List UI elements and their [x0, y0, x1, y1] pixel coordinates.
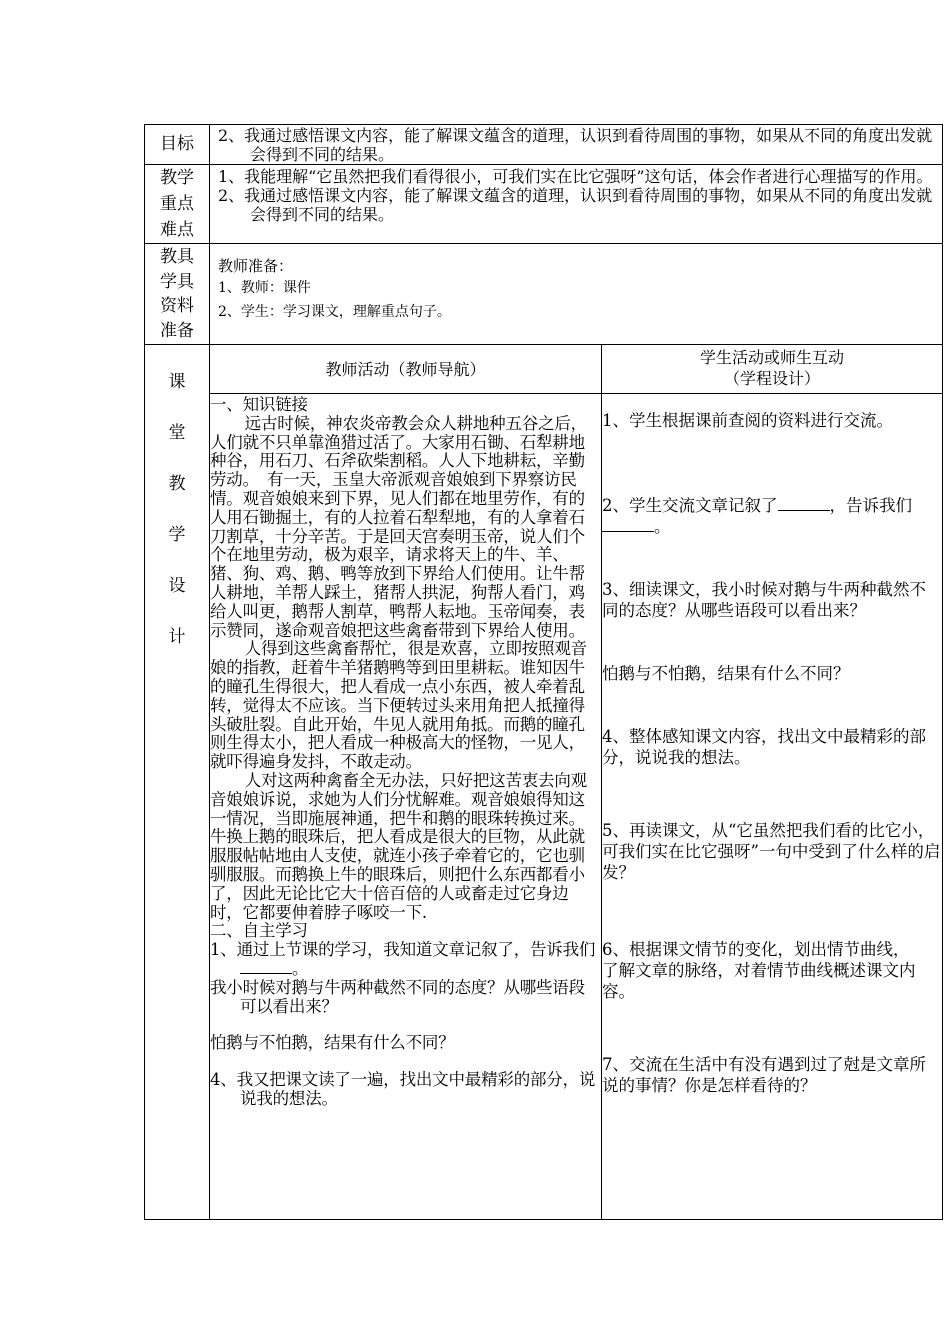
student-item: 1、学生根据课前查阅的资料进行交流。: [602, 411, 893, 430]
materials-title: 教师准备：: [218, 257, 294, 275]
question: 4、我又把课文读了一遍，找出文中最精彩的部分，说说我的想法。: [210, 1070, 596, 1108]
student-item: 2、学生交流文章记叙了 ，告诉我们。: [602, 496, 912, 536]
story-paragraph: 远古时候，神农炎帝教会众人耕地种五谷之后，人们就不只单靠渔猎过活了。大家用石锄、石犁耕地种谷，用石刀、石斧砍柴割稻。人人下地耕耘，辛勤劳动。 有一天，玉皇大帝派观音娘娘到下界察访民情。观音娘娘来到下界，见人们都在地里劳作，有的人用石锄掘土，有的人拉着石犁犁地，有的人拿着石刀割草，十分辛苦。于是回天宫奏明玉帝，说人们个个在地里劳动，极为艰辛，请求将天上的牛、羊、猪、狗、鸡、鹅、鸭等放到下界给人们使用。让牛帮人耕地，羊帮人踩土，猪帮人拱泥，狗帮人看门，鸡给人叫更，鹅帮人割草，鸭帮人耘地。玉帝闻奏，表示赞同，遂命观音娘把这些禽畜带到下界给人使用。: [210, 413, 587, 640]
answer-blank[interactable]: [240, 973, 292, 974]
student-item: 3、细读课文，我小时候对鹅与牛两种截然不同的态度？从哪些语段可以看出来？: [602, 580, 926, 620]
teacher-activity: [210, 394, 602, 1220]
answer-blank[interactable]: [602, 531, 654, 532]
student-activity-header: 学生活动或师生互动 （学程设计）: [602, 345, 943, 394]
objective-row: [145, 125, 943, 165]
objective-label: 目标: [145, 125, 210, 165]
objective-item: 2、我通过感悟课文内容，能了解课文蕴含的道理，认识到看待周围的事物，如果从不同的角度出发就会得到不同的结果。: [218, 126, 933, 164]
answer-blank[interactable]: [778, 510, 830, 511]
materials-item: 2、学生：学习课文，理解重点句子。: [218, 304, 451, 320]
materials-content: [210, 244, 943, 345]
materials-label: 教具 学具 资料 准备: [145, 244, 210, 345]
student-activity: [602, 394, 943, 1220]
student-item: 7、交流在生活中有没有遇到过了尅是文章所说的事情？你是怎样看待的？: [602, 1055, 926, 1095]
teacher-activity-header: 教师活动（教师导航）: [210, 345, 602, 394]
section-title: 二、自主学习: [210, 921, 308, 941]
story-paragraph: 人对这两种禽畜全无办法，只好把这苦衷去向观音娘娘诉说，求她为人们分忧解难。观音娘娘得知这一情况，当即施展神通，把牛和鹅的眼珠转换过来。牛换上鹅的眼珠后，把人看成是很大的巨物，从此就服服帖帖地由人支使，就连小孩子牵着它的，它也驯驯服服。而鹅换上牛的眼珠后，则把什么东西都看小了，因此无论比它大十倍百倍的人或畜走过它身边时，它都要伸着脖子啄咬一下.: [210, 770, 587, 922]
student-item: 6、根据课文情节的变化，划出情节曲线，: [602, 940, 910, 959]
key-point-item: 2、我通过感悟课文内容，能了解课文蕴含的道理，认识到看待周围的事物，如果从不同的角度出发就会得到不同的结果。: [218, 186, 933, 224]
objective-content: [210, 125, 943, 165]
student-item: 5、再读课文，从“它虽然把我们看的比它小，可我们实在比它强呀”一句中受到了什么样的启发？: [602, 821, 941, 882]
materials-row: [145, 244, 943, 345]
key-points-content: [210, 165, 943, 244]
design-body-row: [145, 394, 943, 1220]
key-points-row: [145, 165, 943, 244]
lesson-plan-table: [144, 124, 943, 1220]
key-points-label: 教学 重点 难点: [145, 165, 210, 244]
question: 怕鹅与不怕鹅，结果有什么不同？: [210, 1033, 455, 1053]
student-item: 了解文章的脉络，对着情节曲线概述课文内容。: [602, 961, 916, 1001]
story-paragraph: 人得到这些禽畜帮忙，很是欢喜，立即按照观音娘的指教，赶着牛羊猪鹅鸭等到田里耕耘。谁知因牛的瞳孔生得很大，把人看成一点小东西，被人牵着乱转，觉得太不应该。当下便转过头来用角把人抵撞得头破肚裂。自此开始，牛见人就用角抵。而鹅的瞳孔则生得太小，把人看成一种极高大的怪物，一见人，就吓得遍身发抖，不敢走动。: [210, 639, 587, 772]
section-title: 一、知识链接: [210, 395, 308, 414]
student-item: 4、整体感知课文内容，找出文中最精彩的部分，说说我的想法。: [602, 727, 926, 767]
design-label: 课 堂 教 学 设 计: [145, 345, 210, 1220]
question: 我小时候对鹅与牛两种截然不同的态度？从哪些语段可以看出来？: [210, 977, 585, 1016]
design-header-row: [145, 345, 943, 394]
key-point-item: 1、我能理解“它虽然把我们看得很小，可我们实在比它强呀”这句话，体会作者进行心理描写的作用。: [218, 167, 933, 186]
student-item: 怕鹅与不怕鹅，结果有什么不同？: [602, 664, 850, 683]
question: 1、通过上节课的学习，我知道文章记叙了，告诉我们。: [210, 940, 596, 978]
materials-item: 1、教师：课件: [218, 280, 311, 296]
